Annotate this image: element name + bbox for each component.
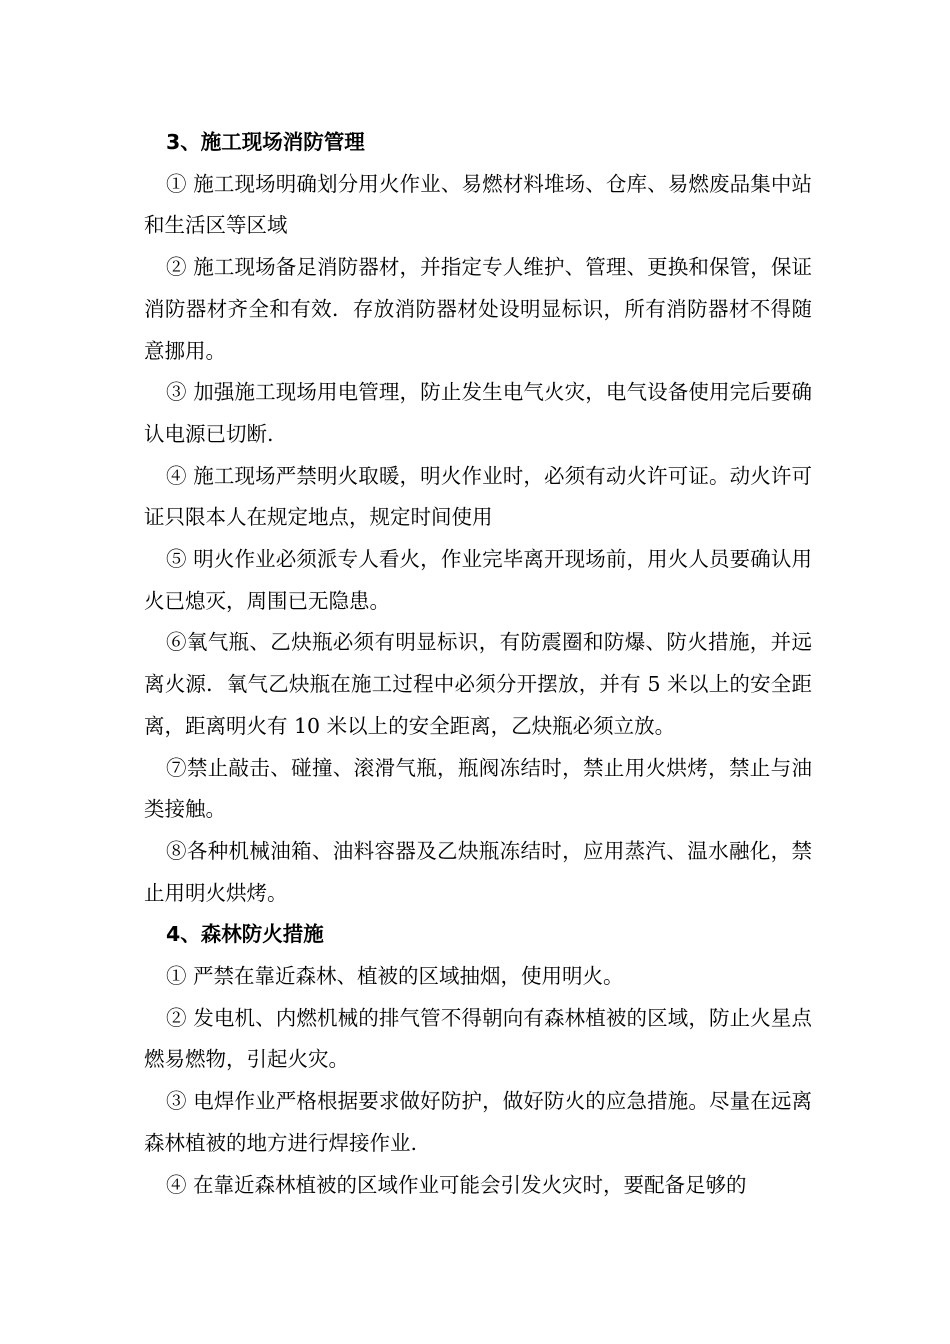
section-3-item-6: ⑥氧气瓶、乙炔瓶必须有明显标识，有防震圈和防爆、防火措施，并远离火源．氧气乙炔瓶在施工过程中必须分开摆放，并有 5 米以上的安全距离，距离明火有 10 米以上的安全距离，乙炔瓶必须立放。 xyxy=(144,630,812,738)
section-3-item-8: ⑧各种机械油箱、油料容器及乙炔瓶冻结时，应用蒸汽、温水融化，禁止用明火烘烤。 xyxy=(144,838,812,905)
section-3-item-5: ⑤ 明火作业必须派专人看火，作业完毕离开现场前，用火人员要确认用火已熄灭，周围已无隐患。 xyxy=(144,547,812,613)
section-3-item-2: ② 施工现场备足消防器材，并指定专人维护、管理、更换和保管，保证消防器材齐全和有效．存放消防器材处设明显标识，所有消防器材不得随意挪用。 xyxy=(144,255,812,363)
section-4-item-4: ④ 在靠近森林植被的区域作业可能会引发火灾时，要配备足够的 xyxy=(166,1172,747,1197)
section-3-item-4: ④ 施工现场严禁明火取暖，明火作业时，必须有动火许可证。动火许可证只限本人在规定地点，规定时间使用 xyxy=(144,463,812,530)
section-3-heading: 3、施工现场消防管理 xyxy=(166,130,365,154)
section-4-item-1: ① 严禁在靠近森林、植被的区域抽烟，使用明火。 xyxy=(166,964,624,989)
section-3-item-1: ① 施工现场明确划分用火作业、易燃材料堆场、仓库、易燃废品集中站和生活区等区域 xyxy=(144,171,812,238)
section-4-item-2: ② 发电机、内燃机械的排气管不得朝向有森林植被的区域，防止火星点燃易燃物，引起火灾。 xyxy=(144,1005,812,1072)
section-3-item-3: ③ 加强施工现场用电管理，防止发生电气火灾，电气设备使用完后要确认电源已切断. xyxy=(144,380,812,446)
section-4-item-3: ③ 电焊作业严格根据要求做好防护，做好防火的应急措施。尽量在远离森林植被的地方进行焊接作业. xyxy=(144,1089,812,1155)
section-3-item-7: ⑦禁止敲击、碰撞、滚滑气瓶，瓶阀冻结时，禁止用火烘烤，禁止与油类接触。 xyxy=(144,755,812,822)
section-4-heading: 4、森林防火措施 xyxy=(166,922,324,947)
document-page xyxy=(144,122,812,1206)
